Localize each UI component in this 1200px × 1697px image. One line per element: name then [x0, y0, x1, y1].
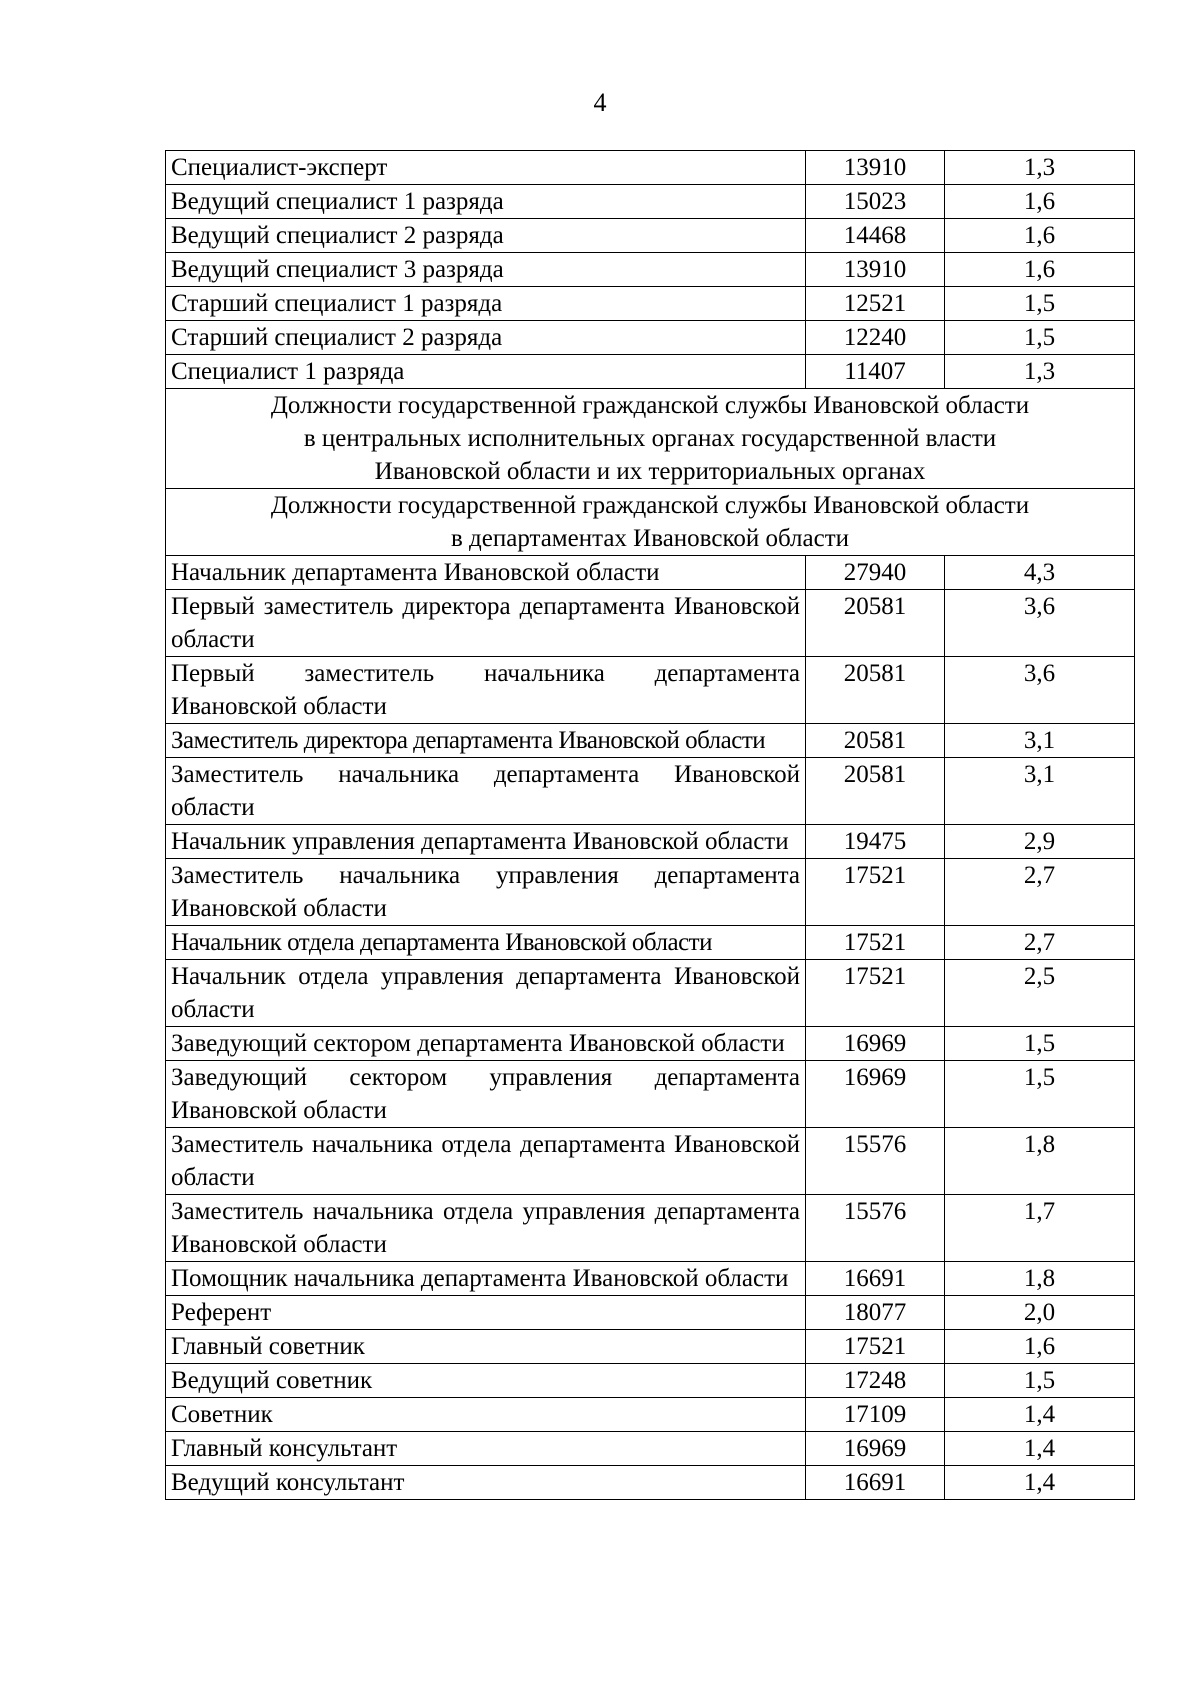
section-header-line: в департаментах Ивановской области [450, 525, 850, 552]
salary-cell: 17521 [806, 960, 945, 1027]
salary-cell: 16969 [806, 1027, 945, 1061]
position-name-cell: Заместитель начальника департамента Ивановской области [166, 758, 806, 825]
coefficient-cell: 2,7 [945, 859, 1135, 926]
salary-cell: 17521 [806, 1330, 945, 1364]
salary-cell: 15576 [806, 1128, 945, 1195]
salary-cell: 20581 [806, 724, 945, 758]
coefficient-cell: 1,4 [945, 1432, 1135, 1466]
table-row [166, 960, 1135, 1027]
table-row [166, 1195, 1135, 1262]
position-name-cell: Начальник департамента Ивановской области [166, 556, 806, 590]
coefficient-cell: 1,8 [945, 1262, 1135, 1296]
table-row [166, 1466, 1135, 1500]
table-row [166, 1432, 1135, 1466]
position-name-cell: Ведущий консультант [166, 1466, 806, 1500]
page-number: 4 [593, 88, 607, 117]
coefficient-cell: 4,3 [945, 556, 1135, 590]
salary-table [165, 150, 1135, 1500]
table-row [166, 1296, 1135, 1330]
position-name-cell: Начальник управления департамента Ивановской области [166, 825, 806, 859]
salary-cell: 15023 [806, 185, 945, 219]
coefficient-cell: 2,0 [945, 1296, 1135, 1330]
salary-cell: 12240 [806, 321, 945, 355]
coefficient-cell: 2,7 [945, 926, 1135, 960]
section-header-row [166, 489, 1135, 556]
table-row [166, 355, 1135, 389]
salary-cell: 13910 [806, 253, 945, 287]
position-name-cell: Советник [166, 1398, 806, 1432]
table-row [166, 926, 1135, 960]
position-name-cell: Начальник отдела управления департамента Ивановской области [166, 960, 806, 1027]
coefficient-cell: 1,3 [945, 355, 1135, 389]
table-row [166, 185, 1135, 219]
table-row [166, 253, 1135, 287]
salary-cell: 19475 [806, 825, 945, 859]
position-name-cell: Ведущий советник [166, 1364, 806, 1398]
coefficient-cell: 3,1 [945, 758, 1135, 825]
table-row [166, 1128, 1135, 1195]
coefficient-cell: 1,4 [945, 1398, 1135, 1432]
salary-cell: 12521 [806, 287, 945, 321]
position-name-cell: Специалист-эксперт [166, 151, 806, 185]
position-name-cell: Заместитель начальника отдела управления департамента Ивановской области [166, 1195, 806, 1262]
table-row [166, 758, 1135, 825]
coefficient-cell: 3,6 [945, 657, 1135, 724]
position-name-cell: Заместитель начальника отдела департамента Ивановской области [166, 1128, 806, 1195]
table-row [166, 1398, 1135, 1432]
section-header-line: Ивановской области и их территориальных органах [374, 458, 926, 485]
table-row [166, 556, 1135, 590]
coefficient-cell: 2,9 [945, 825, 1135, 859]
table-row [166, 657, 1135, 724]
salary-cell: 16691 [806, 1262, 945, 1296]
salary-cell: 20581 [806, 758, 945, 825]
position-name-cell: Заместитель начальника управления департамента Ивановской области [166, 859, 806, 926]
position-name-cell: Специалист 1 разряда [166, 355, 806, 389]
section-header-line: Должности государственной гражданской службы Ивановской области [270, 492, 1030, 519]
salary-cell: 20581 [806, 590, 945, 657]
position-name-cell: Референт [166, 1296, 806, 1330]
section-header-line: Должности государственной гражданской службы Ивановской области [270, 392, 1030, 419]
coefficient-cell: 1,8 [945, 1128, 1135, 1195]
coefficient-cell: 1,6 [945, 219, 1135, 253]
coefficient-cell: 1,6 [945, 1330, 1135, 1364]
coefficient-cell: 1,3 [945, 151, 1135, 185]
coefficient-cell: 1,5 [945, 1061, 1135, 1128]
position-name-cell: Старший специалист 1 разряда [166, 287, 806, 321]
position-name-cell: Ведущий специалист 2 разряда [166, 219, 806, 253]
salary-cell: 18077 [806, 1296, 945, 1330]
section-header [166, 389, 1135, 489]
position-name-cell: Главный советник [166, 1330, 806, 1364]
salary-cell: 16969 [806, 1432, 945, 1466]
table-row [166, 724, 1135, 758]
salary-cell: 11407 [806, 355, 945, 389]
position-name-cell: Первый заместитель начальника департамента Ивановской области [166, 657, 806, 724]
salary-cell: 16969 [806, 1061, 945, 1128]
coefficient-cell: 3,1 [945, 724, 1135, 758]
coefficient-cell: 1,7 [945, 1195, 1135, 1262]
coefficient-cell: 1,5 [945, 321, 1135, 355]
position-name-cell: Ведущий специалист 3 разряда [166, 253, 806, 287]
salary-cell: 14468 [806, 219, 945, 253]
coefficient-cell: 1,4 [945, 1466, 1135, 1500]
table-row [166, 321, 1135, 355]
table-row [166, 151, 1135, 185]
table-row [166, 859, 1135, 926]
position-name-cell: Заместитель директора департамента Ивановской области [166, 724, 806, 758]
position-name-cell: Начальник отдела департамента Ивановской области [166, 926, 806, 960]
coefficient-cell: 2,5 [945, 960, 1135, 1027]
position-name-cell: Помощник начальника департамента Ивановской области [166, 1262, 806, 1296]
position-name-cell: Старший специалист 2 разряда [166, 321, 806, 355]
table-row [166, 219, 1135, 253]
table-row [166, 825, 1135, 859]
coefficient-cell: 1,5 [945, 1364, 1135, 1398]
salary-cell: 15576 [806, 1195, 945, 1262]
position-name-cell: Первый заместитель директора департамента Ивановской области [166, 590, 806, 657]
position-name-cell: Заведующий сектором управления департамента Ивановской области [166, 1061, 806, 1128]
table-row [166, 287, 1135, 321]
coefficient-cell: 1,5 [945, 287, 1135, 321]
table-row [166, 1330, 1135, 1364]
section-header-line: в центральных исполнительных органах государственной власти [303, 425, 997, 452]
table-row [166, 1027, 1135, 1061]
table-row [166, 1061, 1135, 1128]
coefficient-cell: 1,6 [945, 185, 1135, 219]
table-row [166, 590, 1135, 657]
section-header [166, 489, 1135, 556]
section-header-row [166, 389, 1135, 489]
position-name-cell: Заведующий сектором департамента Ивановской области [166, 1027, 806, 1061]
coefficient-cell: 3,6 [945, 590, 1135, 657]
coefficient-cell: 1,5 [945, 1027, 1135, 1061]
salary-cell: 27940 [806, 556, 945, 590]
salary-cell: 17248 [806, 1364, 945, 1398]
table-row [166, 1364, 1135, 1398]
position-name-cell: Ведущий специалист 1 разряда [166, 185, 806, 219]
salary-cell: 20581 [806, 657, 945, 724]
coefficient-cell: 1,6 [945, 253, 1135, 287]
salary-cell: 17109 [806, 1398, 945, 1432]
salary-table-body [166, 151, 1135, 1500]
table-row [166, 1262, 1135, 1296]
position-name-cell: Главный консультант [166, 1432, 806, 1466]
salary-cell: 17521 [806, 859, 945, 926]
salary-cell: 16691 [806, 1466, 945, 1500]
salary-cell: 13910 [806, 151, 945, 185]
salary-cell: 17521 [806, 926, 945, 960]
